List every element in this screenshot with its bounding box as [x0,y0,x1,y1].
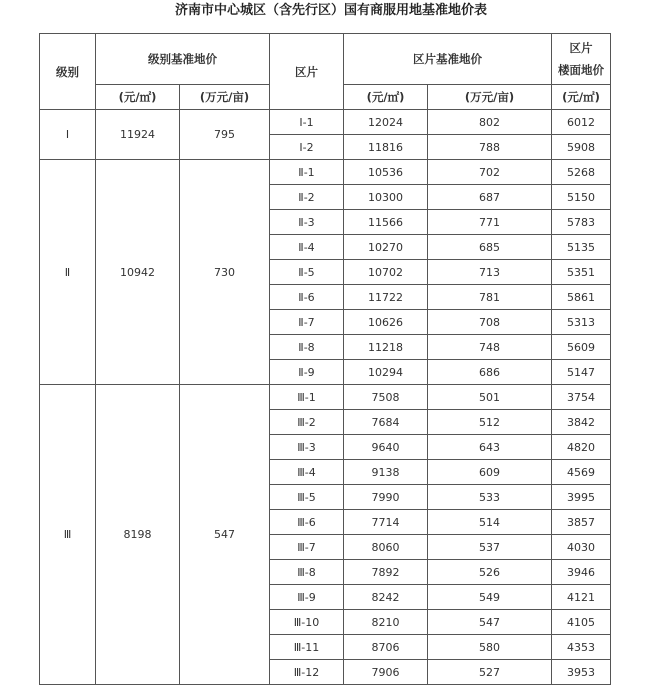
header-level: 级别 [40,34,96,110]
zone-floor-price-cell: 3842 [552,410,611,435]
zone-cell: Ⅲ-2 [270,410,344,435]
zone-floor-price-cell: 3946 [552,560,611,585]
zone-price-m2-cell: 11722 [344,285,428,310]
zone-floor-price-cell: 5351 [552,260,611,285]
zone-price-m2-cell: 10702 [344,260,428,285]
header-floor-price-line2: 楼面地价 [558,63,604,77]
zone-price-mu-cell: 713 [428,260,552,285]
zone-floor-price-cell: 4030 [552,535,611,560]
zone-cell: Ⅲ-8 [270,560,344,585]
zone-price-m2-cell: 7892 [344,560,428,585]
zone-price-m2-cell: 10300 [344,185,428,210]
zone-floor-price-cell: 4353 [552,635,611,660]
zone-floor-price-cell: 5861 [552,285,611,310]
zone-floor-price-cell: 5313 [552,310,611,335]
zone-cell: Ⅲ-9 [270,585,344,610]
zone-price-mu-cell: 549 [428,585,552,610]
zone-cell: Ⅲ-1 [270,385,344,410]
level-cell: Ⅰ [40,110,96,160]
zone-floor-price-cell: 3754 [552,385,611,410]
zone-price-mu-cell: 514 [428,510,552,535]
zone-price-m2-cell: 8242 [344,585,428,610]
zone-cell: Ⅰ-2 [270,135,344,160]
unit-zone-wan-mu: (万元/亩) [428,85,552,110]
table-body [40,34,611,685]
zone-floor-price-cell: 4121 [552,585,611,610]
zone-price-m2-cell: 11218 [344,335,428,360]
zone-price-mu-cell: 781 [428,285,552,310]
zone-floor-price-cell: 5783 [552,210,611,235]
zone-floor-price-cell: 5268 [552,160,611,185]
zone-price-mu-cell: 802 [428,110,552,135]
zone-floor-price-cell: 4569 [552,460,611,485]
zone-cell: Ⅲ-12 [270,660,344,685]
zone-price-mu-cell: 687 [428,185,552,210]
zone-price-m2-cell: 8706 [344,635,428,660]
zone-price-m2-cell: 12024 [344,110,428,135]
zone-price-mu-cell: 547 [428,610,552,635]
zone-floor-price-cell: 3857 [552,510,611,535]
zone-price-m2-cell: 7684 [344,410,428,435]
zone-price-m2-cell: 8060 [344,535,428,560]
zone-price-m2-cell: 7990 [344,485,428,510]
level-price-m2-cell: 10942 [96,160,180,385]
zone-price-mu-cell: 533 [428,485,552,510]
zone-cell: Ⅲ-7 [270,535,344,560]
zone-price-m2-cell: 10270 [344,235,428,260]
header-row-top [40,34,611,85]
zone-cell: Ⅱ-8 [270,335,344,360]
zone-price-mu-cell: 526 [428,560,552,585]
unit-level-yuan-m2: (元/㎡) [96,85,180,110]
level-cell: Ⅲ [40,385,96,685]
zone-floor-price-cell: 4820 [552,435,611,460]
zone-cell: Ⅱ-4 [270,235,344,260]
zone-cell: Ⅲ-3 [270,435,344,460]
zone-price-m2-cell: 7714 [344,510,428,535]
zone-floor-price-cell: 5135 [552,235,611,260]
table-row [40,110,611,135]
zone-price-m2-cell: 7508 [344,385,428,410]
page-title: 济南市中心城区（含先行区）国有商服用地基准地价表 [174,3,487,18]
zone-price-mu-cell: 788 [428,135,552,160]
zone-cell: Ⅱ-9 [270,360,344,385]
zone-price-m2-cell: 7906 [344,660,428,685]
zone-cell: Ⅱ-1 [270,160,344,185]
zone-floor-price-cell: 3953 [552,660,611,685]
zone-price-mu-cell: 609 [428,460,552,485]
level-price-mu-cell: 547 [180,385,270,685]
header-zone-price: 区片基准地价 [344,34,552,85]
zone-price-mu-cell: 580 [428,635,552,660]
zone-floor-price-cell: 5908 [552,135,611,160]
zone-cell: Ⅰ-1 [270,110,344,135]
zone-price-mu-cell: 527 [428,660,552,685]
zone-price-mu-cell: 771 [428,210,552,235]
zone-floor-price-cell: 5609 [552,335,611,360]
zone-floor-price-cell: 6012 [552,110,611,135]
zone-cell: Ⅲ-4 [270,460,344,485]
zone-price-m2-cell: 10294 [344,360,428,385]
level-cell: Ⅱ [40,160,96,385]
zone-cell: Ⅱ-6 [270,285,344,310]
zone-price-m2-cell: 10626 [344,310,428,335]
zone-price-m2-cell: 9138 [344,460,428,485]
level-price-m2-cell: 8198 [96,385,180,685]
header-zone: 区片 [270,34,344,110]
zone-price-mu-cell: 512 [428,410,552,435]
zone-price-mu-cell: 643 [428,435,552,460]
zone-price-mu-cell: 748 [428,335,552,360]
level-price-m2-cell: 11924 [96,110,180,160]
zone-floor-price-cell: 5150 [552,185,611,210]
zone-price-mu-cell: 708 [428,310,552,335]
zone-price-m2-cell: 9640 [344,435,428,460]
header-level-price: 级别基准地价 [96,34,270,85]
zone-price-m2-cell: 11816 [344,135,428,160]
zone-cell: Ⅱ-3 [270,210,344,235]
zone-cell: Ⅱ-2 [270,185,344,210]
unit-floor-yuan-m2: (元/㎡) [552,85,611,110]
level-price-mu-cell: 730 [180,160,270,385]
zone-price-m2-cell: 10536 [344,160,428,185]
zone-cell: Ⅱ-5 [270,260,344,285]
zone-cell: Ⅲ-11 [270,635,344,660]
zone-price-mu-cell: 685 [428,235,552,260]
table-row [40,160,611,185]
zone-floor-price-cell: 4105 [552,610,611,635]
zone-floor-price-cell: 3995 [552,485,611,510]
zone-price-mu-cell: 686 [428,360,552,385]
table-row [40,385,611,410]
zone-cell: Ⅲ-10 [270,610,344,635]
level-price-mu-cell: 795 [180,110,270,160]
zone-price-mu-cell: 501 [428,385,552,410]
zone-cell: Ⅲ-5 [270,485,344,510]
zone-price-mu-cell: 702 [428,160,552,185]
zone-cell: Ⅱ-7 [270,310,344,335]
zone-floor-price-cell: 5147 [552,360,611,385]
header-floor-price [552,34,611,85]
zone-cell: Ⅲ-6 [270,510,344,535]
land-price-table [39,33,611,685]
unit-level-wan-mu: (万元/亩) [180,85,270,110]
header-floor-price-line1: 区片 [569,41,593,55]
zone-price-m2-cell: 11566 [344,210,428,235]
zone-price-mu-cell: 537 [428,535,552,560]
zone-price-m2-cell: 8210 [344,610,428,635]
unit-zone-yuan-m2: (元/㎡) [344,85,428,110]
